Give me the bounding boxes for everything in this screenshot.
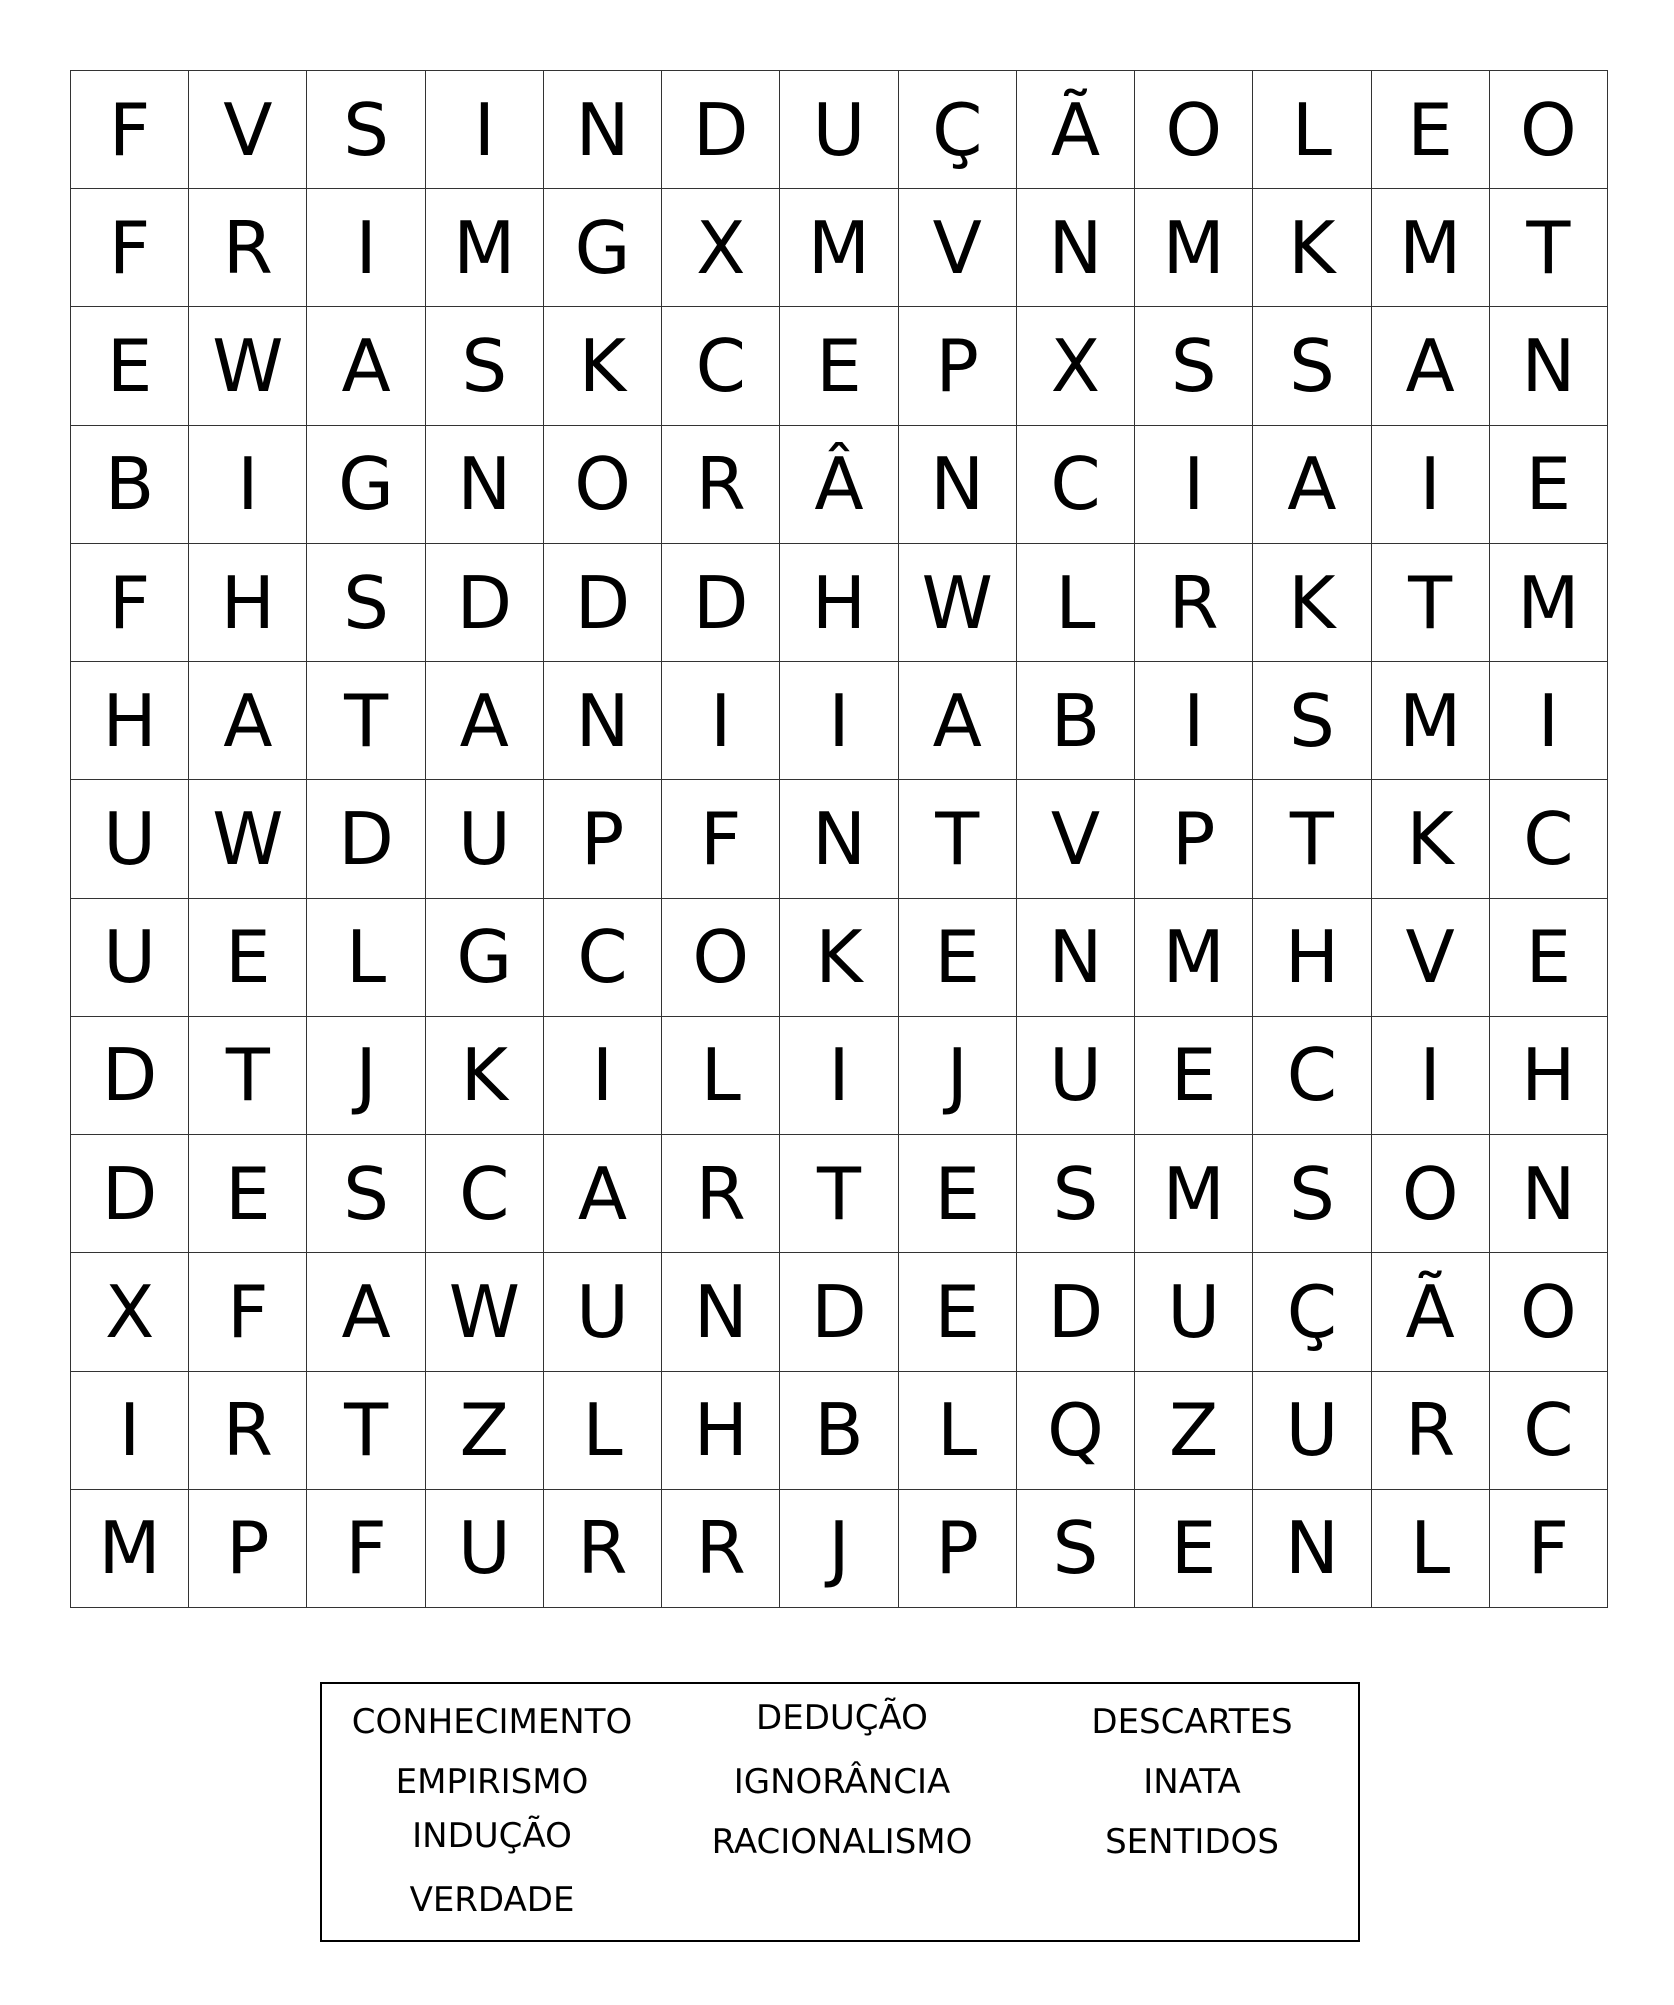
grid-cell[interactable]: M [1135, 189, 1253, 307]
grid-cell[interactable]: W [189, 307, 307, 425]
grid-cell[interactable]: F [189, 1253, 307, 1371]
grid-cell[interactable]: U [71, 780, 189, 898]
grid-cell[interactable]: E [899, 1253, 1017, 1371]
grid-cell[interactable]: O [1490, 71, 1608, 189]
grid-cell[interactable]: N [544, 662, 662, 780]
grid-cell[interactable]: S [1253, 307, 1371, 425]
grid-cell[interactable]: D [544, 544, 662, 662]
grid-cell[interactable]: G [307, 426, 425, 544]
word-list-item: DEDUÇÃO [756, 1698, 928, 1738]
grid-cell[interactable]: D [71, 1017, 189, 1135]
grid-cell[interactable]: M [780, 189, 898, 307]
grid-cell[interactable]: E [189, 1135, 307, 1253]
grid-cell[interactable]: S [307, 1135, 425, 1253]
grid-cell[interactable]: V [1372, 899, 1490, 1017]
grid-cell[interactable]: O [1490, 1253, 1608, 1371]
grid-cell[interactable]: U [71, 899, 189, 1017]
grid-cell[interactable]: N [1490, 1135, 1608, 1253]
grid-cell[interactable]: U [1017, 1017, 1135, 1135]
grid-cell[interactable]: T [189, 1017, 307, 1135]
grid-cell[interactable]: M [1372, 662, 1490, 780]
grid-cell[interactable]: H [780, 544, 898, 662]
grid-cell[interactable]: R [662, 1135, 780, 1253]
grid-cell[interactable]: S [1253, 1135, 1371, 1253]
grid-cell[interactable]: M [1135, 1135, 1253, 1253]
grid-cell[interactable]: E [1490, 426, 1608, 544]
grid-cell[interactable]: C [544, 899, 662, 1017]
grid-cell[interactable]: N [426, 426, 544, 544]
word-list-item: INATA [1143, 1762, 1241, 1802]
grid-cell[interactable]: Ç [899, 71, 1017, 189]
word-list-item: CONHECIMENTO [351, 1702, 633, 1742]
grid-cell[interactable]: L [1253, 71, 1371, 189]
grid-cell[interactable]: F [307, 1490, 425, 1608]
grid-cell[interactable]: D [71, 1135, 189, 1253]
grid-cell[interactable]: W [899, 544, 1017, 662]
grid-cell[interactable]: H [189, 544, 307, 662]
word-list-item: SENTIDOS [1105, 1822, 1279, 1862]
grid-cell[interactable]: K [1253, 189, 1371, 307]
grid-cell[interactable]: C [1017, 426, 1135, 544]
grid-cell[interactable]: I [1372, 1017, 1490, 1135]
grid-cell[interactable]: R [662, 1490, 780, 1608]
grid-cell[interactable]: O [544, 426, 662, 544]
grid-cell[interactable]: J [899, 1017, 1017, 1135]
grid-cell[interactable]: T [1372, 544, 1490, 662]
grid-cell[interactable]: I [1135, 426, 1253, 544]
grid-cell[interactable]: U [426, 780, 544, 898]
grid-cell[interactable]: C [426, 1135, 544, 1253]
grid-cell[interactable]: E [780, 307, 898, 425]
grid-cell[interactable]: B [1017, 662, 1135, 780]
grid-cell[interactable]: O [1372, 1135, 1490, 1253]
grid-cell[interactable]: V [899, 189, 1017, 307]
grid-cell[interactable]: P [189, 1490, 307, 1608]
grid-cell[interactable]: I [1490, 662, 1608, 780]
word-list-item: IGNORÂNCIA [733, 1762, 951, 1802]
grid-cell[interactable]: U [544, 1253, 662, 1371]
word-list-item: INDUÇÃO [412, 1816, 572, 1856]
grid-cell[interactable]: A [899, 662, 1017, 780]
grid-cell[interactable]: Q [1017, 1372, 1135, 1490]
grid-cell[interactable]: T [307, 662, 425, 780]
grid-cell[interactable]: F [71, 189, 189, 307]
grid-cell[interactable]: T [1253, 780, 1371, 898]
grid-cell[interactable]: M [1490, 544, 1608, 662]
grid-cell[interactable]: V [189, 71, 307, 189]
grid-cell[interactable]: M [1135, 899, 1253, 1017]
grid-cell[interactable]: O [662, 899, 780, 1017]
word-list-box [320, 1682, 1360, 1942]
grid-cell[interactable]: J [307, 1017, 425, 1135]
grid-cell[interactable]: S [1253, 662, 1371, 780]
grid-cell[interactable]: U [426, 1490, 544, 1608]
grid-cell[interactable]: R [1135, 544, 1253, 662]
grid-cell[interactable]: P [544, 780, 662, 898]
grid-cell[interactable]: S [307, 544, 425, 662]
word-list-item: EMPIRISMO [395, 1762, 589, 1802]
grid-cell[interactable]: S [307, 71, 425, 189]
grid-cell[interactable]: M [71, 1490, 189, 1608]
grid-cell[interactable]: U [780, 71, 898, 189]
grid-cell[interactable]: L [1017, 544, 1135, 662]
grid-cell[interactable]: S [1135, 307, 1253, 425]
grid-cell[interactable]: S [426, 307, 544, 425]
grid-cell[interactable]: R [662, 426, 780, 544]
grid-cell[interactable]: D [426, 544, 544, 662]
grid-cell[interactable]: N [662, 1253, 780, 1371]
grid-cell[interactable]: R [544, 1490, 662, 1608]
grid-cell[interactable]: R [189, 189, 307, 307]
grid-cell[interactable]: I [780, 662, 898, 780]
grid-cell[interactable]: N [780, 780, 898, 898]
grid-cell[interactable]: E [1372, 71, 1490, 189]
grid-cell[interactable]: K [544, 307, 662, 425]
grid-cell[interactable]: Â [780, 426, 898, 544]
grid-cell[interactable]: L [899, 1372, 1017, 1490]
word-list-item: DESCARTES [1091, 1702, 1293, 1742]
grid-cell[interactable]: A [307, 1253, 425, 1371]
grid-cell[interactable]: I [307, 189, 425, 307]
grid-cell[interactable]: D [662, 71, 780, 189]
grid-cell[interactable]: I [662, 662, 780, 780]
grid-cell[interactable]: Ã [1372, 1253, 1490, 1371]
grid-cell[interactable]: B [780, 1372, 898, 1490]
grid-cell[interactable]: G [544, 189, 662, 307]
grid-cell[interactable]: U [1253, 1372, 1371, 1490]
grid-cell[interactable]: H [1253, 899, 1371, 1017]
grid-cell[interactable]: A [1253, 426, 1371, 544]
grid-cell[interactable]: E [71, 307, 189, 425]
grid-cell[interactable]: L [307, 899, 425, 1017]
grid-cell[interactable]: I [544, 1017, 662, 1135]
grid-cell[interactable]: N [544, 71, 662, 189]
grid-cell[interactable]: H [71, 662, 189, 780]
grid-cell[interactable]: C [662, 307, 780, 425]
grid-cell[interactable]: E [189, 899, 307, 1017]
grid-cell[interactable]: N [1017, 899, 1135, 1017]
grid-cell[interactable]: M [1372, 189, 1490, 307]
grid-cell[interactable]: O [1135, 71, 1253, 189]
grid-cell[interactable]: P [899, 1490, 1017, 1608]
grid-cell[interactable]: X [662, 189, 780, 307]
grid-cell[interactable]: D [780, 1253, 898, 1371]
grid-cell[interactable]: Z [1135, 1372, 1253, 1490]
word-search-grid [70, 70, 1608, 1608]
grid-cell[interactable]: M [426, 189, 544, 307]
grid-cell[interactable]: K [780, 899, 898, 1017]
grid-cell[interactable]: R [189, 1372, 307, 1490]
grid-cell[interactable]: G [426, 899, 544, 1017]
grid-cell[interactable]: I [189, 426, 307, 544]
grid-cell[interactable]: P [1135, 780, 1253, 898]
grid-cell[interactable]: T [780, 1135, 898, 1253]
grid-cell[interactable]: F [71, 544, 189, 662]
grid-cell[interactable]: I [1135, 662, 1253, 780]
grid-cell[interactable]: H [662, 1372, 780, 1490]
grid-cell[interactable]: P [899, 307, 1017, 425]
grid-cell[interactable]: C [1253, 1017, 1371, 1135]
grid-cell[interactable]: N [1490, 307, 1608, 425]
grid-cell[interactable]: C [1490, 1372, 1608, 1490]
grid-cell[interactable]: A [307, 307, 425, 425]
grid-cell[interactable]: E [899, 1135, 1017, 1253]
grid-cell[interactable]: N [899, 426, 1017, 544]
grid-cell[interactable]: F [1490, 1490, 1608, 1608]
grid-cell[interactable]: I [1372, 426, 1490, 544]
grid-cell[interactable]: E [1490, 899, 1608, 1017]
word-list-item: VERDADE [409, 1880, 575, 1920]
grid-cell[interactable]: D [307, 780, 425, 898]
grid-cell[interactable]: W [189, 780, 307, 898]
grid-cell[interactable]: A [189, 662, 307, 780]
grid-cell[interactable]: X [1017, 307, 1135, 425]
grid-cell[interactable]: I [780, 1017, 898, 1135]
grid-cell[interactable]: L [1372, 1490, 1490, 1608]
grid-cell[interactable]: Ã [1017, 71, 1135, 189]
grid-cell[interactable]: L [662, 1017, 780, 1135]
grid-cell[interactable]: K [426, 1017, 544, 1135]
grid-cell[interactable]: Z [426, 1372, 544, 1490]
grid-cell[interactable]: C [1490, 780, 1608, 898]
grid-cell[interactable]: I [71, 1372, 189, 1490]
grid-cell[interactable]: X [71, 1253, 189, 1371]
grid-cell[interactable]: L [544, 1372, 662, 1490]
grid-cell[interactable]: U [1135, 1253, 1253, 1371]
grid-cell[interactable]: V [1017, 780, 1135, 898]
grid-cell[interactable]: K [1253, 544, 1371, 662]
grid-cell[interactable]: T [307, 1372, 425, 1490]
grid-cell[interactable]: J [780, 1490, 898, 1608]
grid-cell[interactable]: H [1490, 1017, 1608, 1135]
grid-cell[interactable]: N [1253, 1490, 1371, 1608]
grid-cell[interactable]: A [1372, 307, 1490, 425]
grid-cell[interactable]: S [1017, 1490, 1135, 1608]
grid-cell[interactable]: T [1490, 189, 1608, 307]
word-list-item: RACIONALISMO [711, 1822, 973, 1862]
grid-cell[interactable]: F [71, 71, 189, 189]
grid-cell[interactable]: Ç [1253, 1253, 1371, 1371]
grid-cell[interactable]: I [426, 71, 544, 189]
grid-cell[interactable]: B [71, 426, 189, 544]
grid-cell[interactable]: E [1135, 1017, 1253, 1135]
grid-cell[interactable]: D [1017, 1253, 1135, 1371]
grid-cell[interactable]: K [1372, 780, 1490, 898]
grid-cell[interactable]: A [544, 1135, 662, 1253]
grid-cell[interactable]: E [899, 899, 1017, 1017]
grid-cell[interactable]: T [899, 780, 1017, 898]
grid-cell[interactable]: A [426, 662, 544, 780]
grid-cell[interactable]: F [662, 780, 780, 898]
grid-cell[interactable]: E [1135, 1490, 1253, 1608]
grid-cell[interactable]: R [1372, 1372, 1490, 1490]
grid-cell[interactable]: D [662, 544, 780, 662]
grid-cell[interactable]: S [1017, 1135, 1135, 1253]
grid-cell[interactable]: W [426, 1253, 544, 1371]
grid-cell[interactable]: N [1017, 189, 1135, 307]
